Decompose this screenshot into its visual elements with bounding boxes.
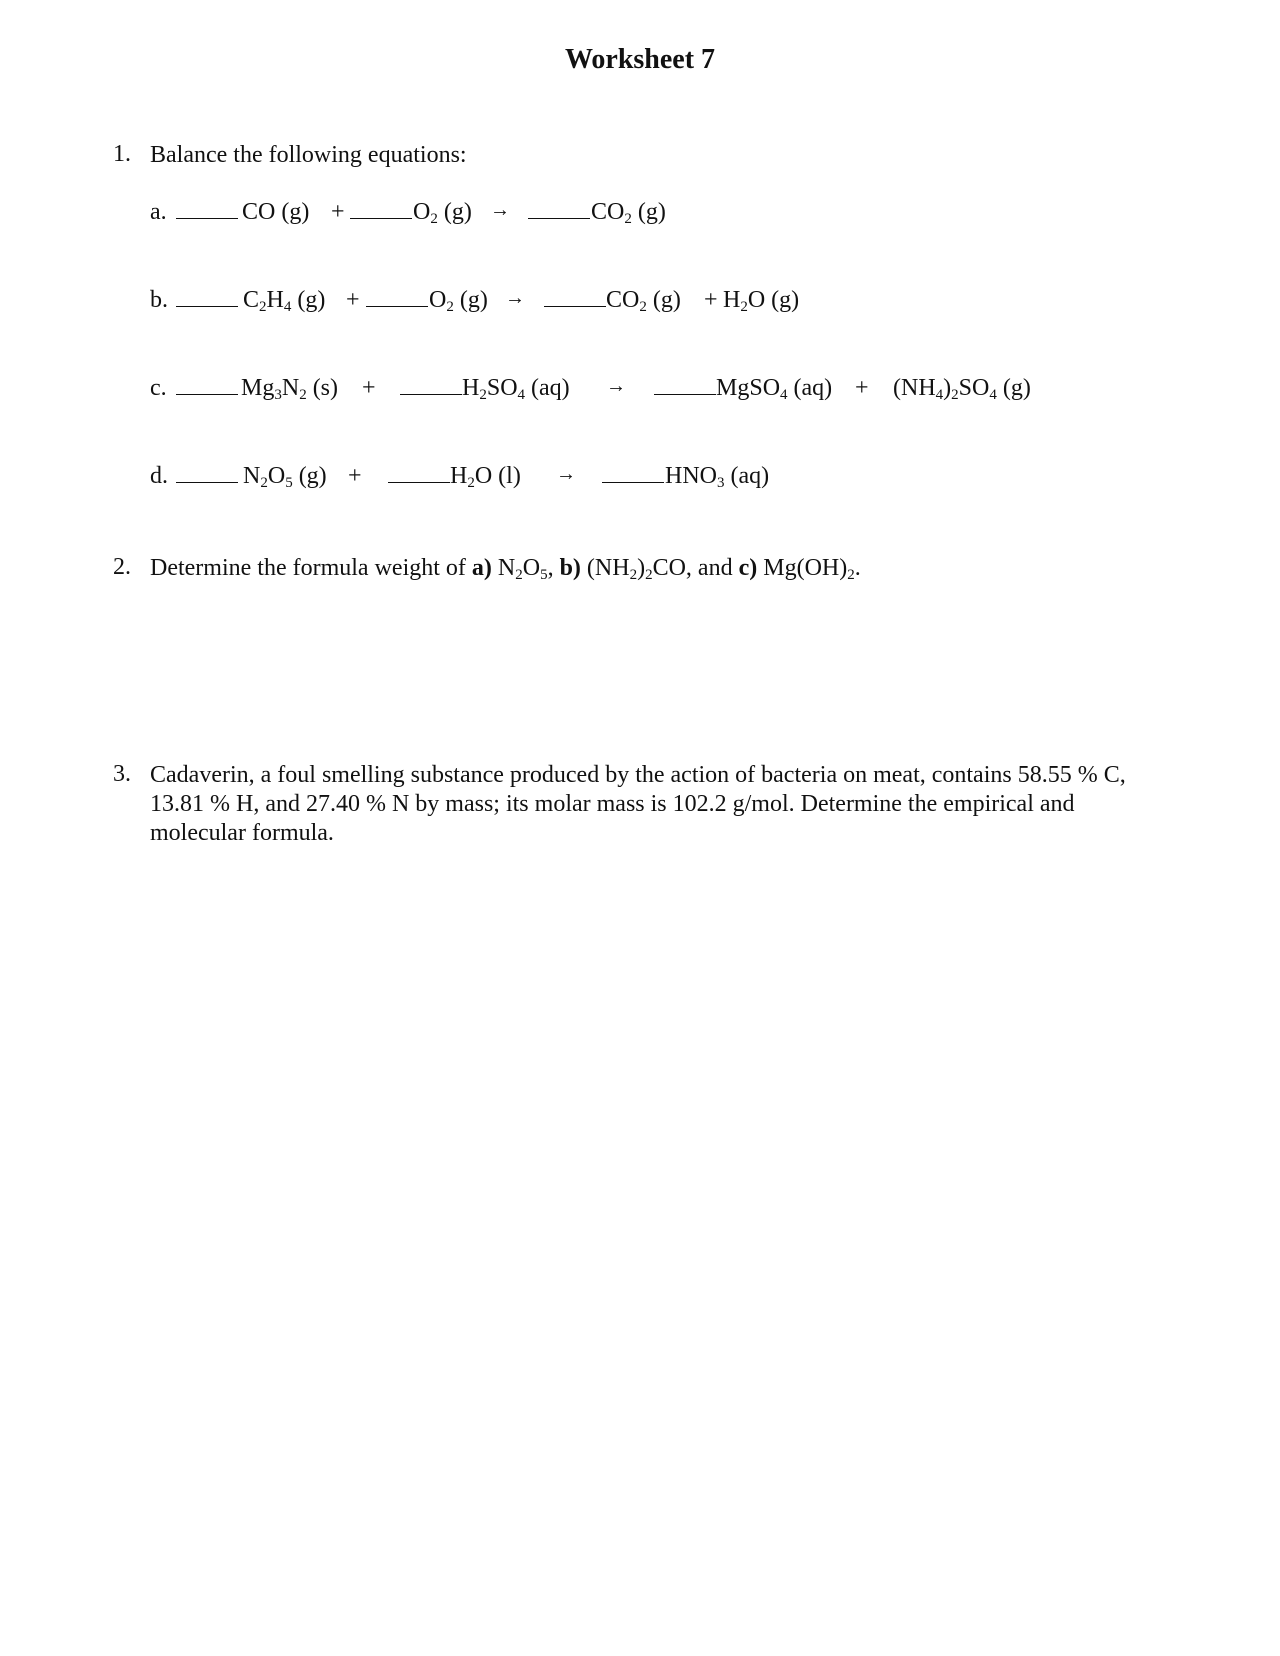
formula: $O_2$ (g) xyxy=(429,287,488,315)
coefficient-blank[interactable] xyxy=(350,217,412,219)
equation-c xyxy=(0,375,1280,415)
equation-d-label: d. xyxy=(150,463,168,489)
formula: $(NH_4)_2SO_4$ (g) xyxy=(893,375,1031,403)
coefficient-blank[interactable] xyxy=(366,305,428,307)
arrow-icon: → xyxy=(556,463,576,485)
equation-a-label: a. xyxy=(150,199,167,225)
coefficient-blank[interactable] xyxy=(176,217,238,219)
plus-sign: + xyxy=(704,287,718,313)
page-title: Worksheet 7 xyxy=(564,44,716,75)
coefficient-blank[interactable] xyxy=(602,481,664,483)
coefficient-blank[interactable] xyxy=(544,305,606,307)
formula: $H_2SO_4$ (aq) xyxy=(462,375,570,403)
question-1-number: 1. xyxy=(113,141,131,167)
part-a-label: a) xyxy=(471,555,492,581)
formula: $N_2O_5$ (g) xyxy=(243,463,327,491)
formula: $H_2O$ (l) xyxy=(450,463,521,491)
equation-c-label: c. xyxy=(150,375,167,401)
arrow-icon: → xyxy=(490,199,510,221)
and-word: and xyxy=(697,555,733,581)
formula: MgSO$_4$ (aq) xyxy=(716,375,833,403)
question-2-number: 2. xyxy=(113,554,131,580)
equation-b xyxy=(0,287,1280,327)
formula: $Mg_3N_2$ (s) xyxy=(241,375,339,403)
formula: CO (g) xyxy=(242,199,310,225)
coefficient-blank[interactable] xyxy=(388,481,450,483)
arrow-icon: → xyxy=(505,287,525,309)
coefficient-blank[interactable] xyxy=(176,393,238,395)
equation-b-label: b. xyxy=(150,287,168,313)
formula: $CO_2$ (g) xyxy=(606,287,681,315)
formula: $CO_2$ (g) xyxy=(591,199,666,227)
part-c-label: c) xyxy=(738,555,758,581)
coefficient-blank[interactable] xyxy=(176,305,238,307)
plus-sign: + xyxy=(855,375,869,401)
arrow-icon: → xyxy=(606,375,626,397)
formula: $HNO_3$ (aq) xyxy=(665,463,770,491)
formula: $O_2$ (g) xyxy=(413,199,472,227)
question-3-text: Cadaverin, a foul smelling substance produced by the action of bacteria on meat, contains 58.55 % C, 13.81 % H, and 27.40 % N by mass; its molar mass is 102.2 g/mol. Determine the empirical and molecular formula. xyxy=(150,762,1126,846)
question-1-prompt: Balance the following equations: xyxy=(150,142,467,168)
formula: $H_2O$ (g) xyxy=(723,287,800,315)
question-2-prompt: Determine the formula weight of xyxy=(150,555,466,581)
plus-sign: + xyxy=(331,199,345,225)
plus-sign: + xyxy=(362,375,376,401)
coefficient-blank[interactable] xyxy=(176,481,238,483)
plus-sign: + xyxy=(346,287,360,313)
plus-sign: + xyxy=(348,463,362,489)
equation-d xyxy=(0,463,1280,503)
coefficient-blank[interactable] xyxy=(654,393,716,395)
formula: $C_2H_4$ (g) xyxy=(243,287,326,315)
equation-a xyxy=(0,199,1280,239)
question-2-text: Determine the formula weight of a) $N_2O_5$, b) $(NH_2)_2CO$, and c) $Mg(OH)_2$. xyxy=(150,555,861,583)
coefficient-blank[interactable] xyxy=(528,217,590,219)
part-b-label: b) xyxy=(559,555,581,581)
coefficient-blank[interactable] xyxy=(400,393,462,395)
question-3-number: 3. xyxy=(113,761,131,787)
